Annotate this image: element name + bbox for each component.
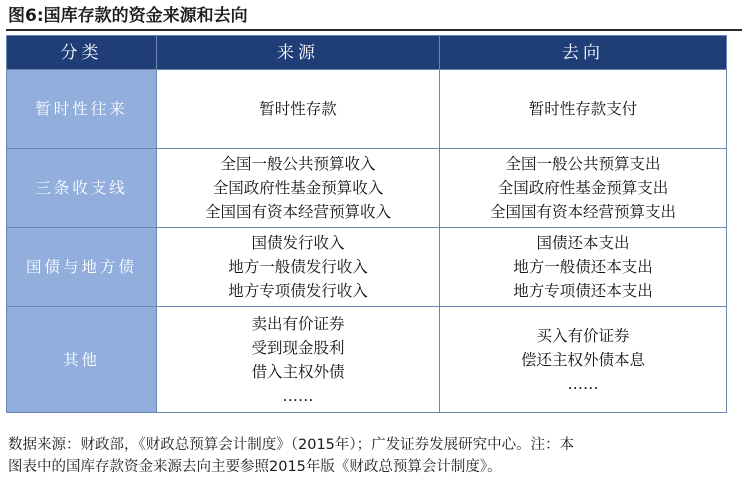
source-item: 卖出有价证券 (251, 314, 345, 333)
row-uses (440, 149, 727, 228)
use-item: 全国国有资本经营预算支出 (489, 203, 676, 221)
source-item: 国债发行收入 (251, 234, 345, 252)
source-note-line: 图表中的国库存款资金来源去向主要参照2015年版《财政总预算会计制度》。 (8, 459, 502, 475)
source-item: 全国一般公共预算收入 (220, 155, 376, 173)
source-note-line: 数据来源：财政部，《财政总预算会计制度》（2015年）；广发证券发展研究中心。注：本 (8, 437, 575, 453)
row-uses (440, 228, 727, 307)
table-row (7, 228, 727, 307)
use-item: …… (567, 374, 599, 393)
use-item: 买入有价证券 (536, 326, 630, 345)
use-item: 偿还主权外债本息 (520, 350, 645, 369)
header-source: 来源 (157, 36, 440, 70)
source-item: 地方专项债发行收入 (228, 282, 368, 300)
row-uses (440, 307, 727, 413)
row-uses (440, 70, 727, 149)
source-note (8, 434, 746, 478)
row-sources (157, 228, 440, 307)
table-row (7, 307, 727, 413)
source-item: 暂时性存款 (259, 100, 337, 118)
title-divider (6, 29, 742, 31)
row-category: 国债与地方债 (7, 228, 157, 307)
use-item: 全国一般公共预算支出 (505, 155, 661, 173)
source-item: 全国国有资本经营预算收入 (204, 203, 391, 221)
table-row (7, 70, 727, 149)
row-category: 暂时性往来 (7, 70, 157, 149)
row-sources (157, 307, 440, 413)
table-header-row (7, 36, 727, 70)
use-item: 暂时性存款支付 (528, 100, 638, 118)
row-category: 三条收支线 (7, 149, 157, 228)
source-item: …… (282, 386, 314, 405)
row-category: 其他 (7, 307, 157, 413)
header-category: 分类 (7, 36, 157, 70)
row-sources (157, 149, 440, 228)
use-item: 国债还本支出 (536, 234, 630, 252)
source-item: 受到现金股利 (251, 338, 345, 357)
use-item: 地方专项债还本支出 (513, 282, 653, 300)
use-item: 地方一般债还本支出 (513, 258, 653, 276)
header-use: 去向 (440, 36, 727, 70)
row-sources (157, 70, 440, 149)
table-row (7, 149, 727, 228)
fund-flow-table (6, 35, 727, 413)
use-item: 全国政府性基金预算支出 (497, 179, 669, 197)
figure-title: 图6:国库存款的资金来源和去向 (8, 6, 248, 26)
source-item: 借入主权外债 (251, 362, 345, 381)
source-item: 全国政府性基金预算收入 (212, 179, 384, 197)
source-item: 地方一般债发行收入 (228, 258, 368, 276)
